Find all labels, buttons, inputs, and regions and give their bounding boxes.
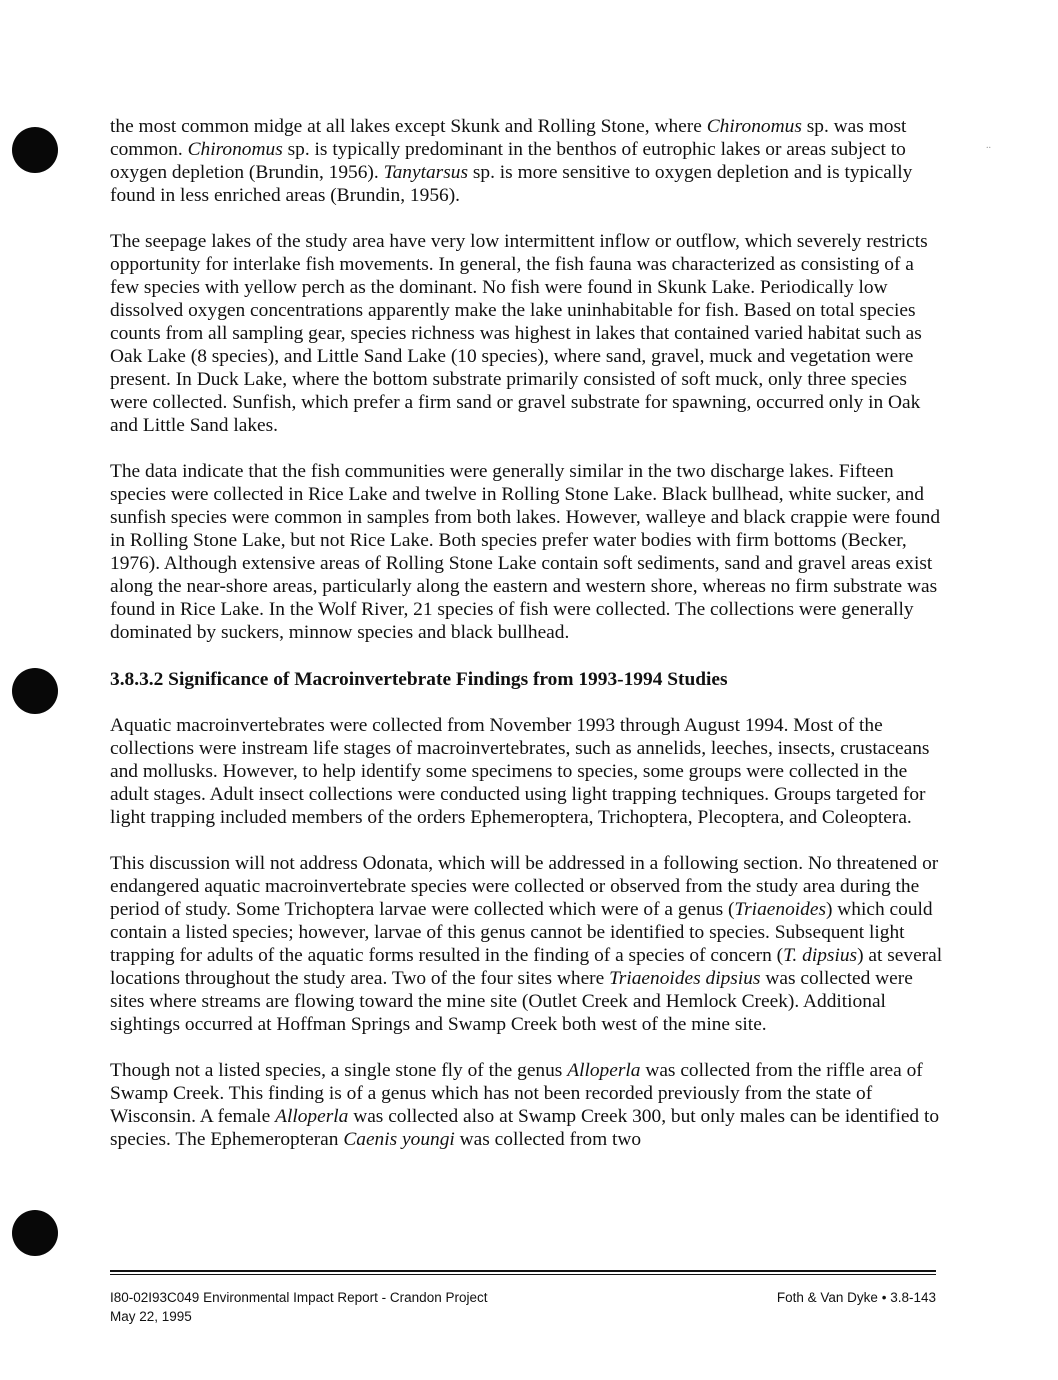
italic-term: Chironomus: [706, 116, 802, 137]
binder-hole-bottom: [12, 1210, 58, 1256]
italic-term: Tanytarsus: [383, 162, 469, 183]
italic-term: Caenis youngi: [343, 1129, 455, 1150]
binder-hole-middle: [12, 668, 58, 714]
paragraph-stonefly: Though not a listed species, a single stone fly of the genus Alloperla was collected from the riffle area of Swamp Creek. This finding is of a genus which has not been recorded previously from the state of Wisconsin. A female Alloperla was collected also at Swamp Creek 300, but only males can be identified to species. The Ephemeropteran Caenis youngi was collected from two: [110, 1060, 940, 1150]
page-body: [110, 115, 945, 1151]
paragraph-fish-communities: The data indicate that the fish communities were generally similar in the two discharge lakes. Fifteen species were collected in Rice Lake and twelve in Rolling Stone Lake. Black bullhead, white sucker, and sunfish species were common in samples from both lakes. However, walleye and black crappie were found in Rolling Stone Lake, but not Rice Lake. Both species prefer water bodies with firm bottoms (Becker, 1976). Although extensive areas of Rolling Stone Lake contain soft sediments, sand and gravel areas exist along the near-shore areas, particularly along the eastern and western shore, whereas no firm substrate was found in Rice Lake. In the Wolf River, 21 species of fish were collected. The collections were generally dominated by suckers, minnow species and black bullhead.: [110, 461, 941, 643]
footer-firm: Foth & Van Dyke: [776, 1290, 878, 1305]
italic-term: Chironomus: [187, 139, 283, 160]
footer-date: May 22, 1995: [110, 1309, 192, 1324]
paragraph-seepage-lakes: The seepage lakes of the study area have very low intermittent inflow or outflow, which severely restricts opportunity for interlake fish movements. In general, the fish fauna was characterized as consisting of a few species with yellow perch as the dominant. No fish were found in Skunk Lake. Periodically low dissolved oxygen concentrations apparently make the lake uninhabitable for fish. Based on total species counts from all sampling gear, species richness was highest in lakes that contained varied habitat such as Oak Lake (8 species), and Little Sand Lake (10 species), where sand, gravel, muck and vegetation were present. In Duck Lake, where the bottom substrate primarily consisted of soft muck, only three species were collected. Sunfish, which prefer a firm sand or gravel substrate for spawning, occurred only in Oak and Little Sand lakes.: [110, 231, 928, 436]
footer-page-number: 3.8-143: [890, 1290, 936, 1305]
footer-doc-title: Environmental Impact Report - Crandon Project: [203, 1290, 488, 1305]
italic-term: Triaenoides dipsius: [609, 968, 761, 989]
footer-right: [777, 1288, 936, 1307]
footer-doc-line: [110, 1288, 487, 1307]
italic-term: Alloperla: [567, 1060, 641, 1081]
italic-term: T. dipsius: [783, 945, 858, 966]
footer-rule: [110, 1270, 936, 1272]
binder-hole-top: [12, 127, 58, 173]
paragraph-midge: the most common midge at all lakes except Skunk and Rolling Stone, where Chironomus sp. was most common. Chironomus sp. is typically predominant in the benthos of eutrophic lakes or areas subject to oxygen depletion (Brundin, 1956). Tanytarsus sp. is more sensitive to oxygen depletion and is typically found in less enriched areas (Brundin, 1956).: [110, 116, 913, 206]
italic-term: Triaenoides: [734, 899, 826, 920]
paragraph-macroinvertebrates: Aquatic macroinvertebrates were collected from November 1993 through August 1994. Most of the collections were instream life stages of macroinvertebrates, such as annelids, leeches, insects, crustaceans and mollusks. However, to help identify some specimens to species, some groups were collected in the adult stages. Adult insect collections were conducted using light trapping techniques. Groups targeted for light trapping included members of the orders Ephemeroptera, Trichoptera, Plecoptera, and Coleoptera.: [110, 715, 930, 828]
footer-rule-thin: [110, 1274, 936, 1275]
scan-dots: ..: [986, 140, 991, 151]
footer-bullet: •: [881, 1290, 887, 1305]
paragraph-odonata: This discussion will not address Odonata, which will be addressed in a following section. No threatened or endangered aquatic macroinvertebrate species were collected or observed from the study area during the period of study. Some Trichoptera larvae were collected which were of a genus (Triaenoides) which could contain a listed species; however, larvae of this genus cannot be identified to species. Subsequent light trapping for adults of the aquatic forms resulted in the finding of a species of concern (T. dipsius) at several locations throughout the study area. Two of the four sites where Triaenoides dipsius was collected were sites where streams are flowing toward the mine site (Outlet Creek and Hemlock Creek). Additional sightings occurred at Hoffman Springs and Swamp Creek both west of the mine site.: [110, 853, 943, 1035]
footer-doc-number: I80-02I93C049: [110, 1290, 200, 1305]
footer-left: [110, 1288, 487, 1326]
section-heading: 3.8.3.2 Significance of Macroinvertebrate Findings from 1993-1994 Studies: [110, 669, 728, 690]
italic-term: Alloperla: [275, 1106, 349, 1127]
